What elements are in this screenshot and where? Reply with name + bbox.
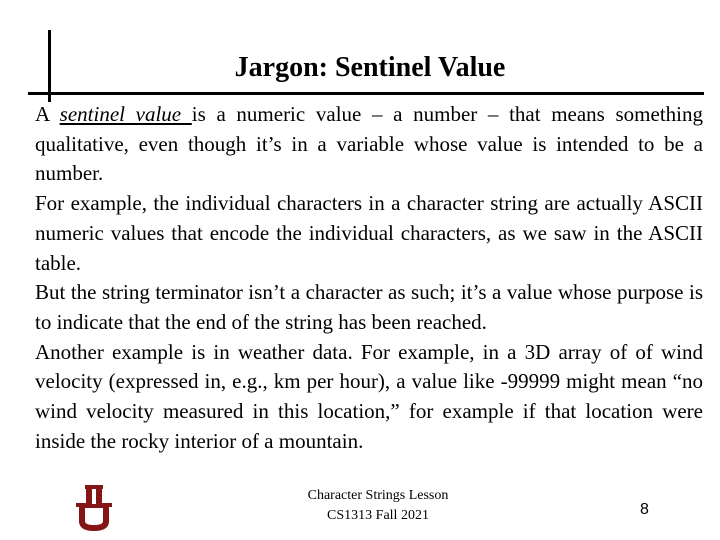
title-horizontal-rule <box>28 92 704 95</box>
paragraph-example-ascii: For example, the individual characters in a character string are actually ASCII numeric values that encode the individual characters, as we saw in the ASCII table. <box>35 191 703 275</box>
definition-suffix: is a numeric value – a number – that means something qualitative, even though it’s in a variable whose value is intended to be a number. <box>35 102 704 186</box>
definition-prefix: A <box>35 102 60 126</box>
ou-logo-icon <box>76 485 112 531</box>
slide-body <box>35 100 703 456</box>
footer-course: CS1313 Fall 2021 <box>327 508 429 523</box>
paragraph-weather-example: Another example is in weather data. For example, in a 3D array of of wind velocity (expressed in, e.g., km per hour), a value like -99999 might mean “no wind velocity measured in this location,” for example if that location were inside the rocky interior of a mountain. <box>35 339 703 453</box>
footer <box>268 486 488 526</box>
slide-title: Jargon: Sentinel Value <box>234 52 506 83</box>
paragraph-definition <box>35 100 703 189</box>
page-number: 8 <box>640 501 649 518</box>
paragraph-string-terminator: But the string terminator isn’t a character as such; it’s a value whose purpose is to indicate that the end of the string has been reached. <box>35 280 703 334</box>
sentinel-value-term: sentinel value <box>59 102 192 126</box>
footer-lesson-title: Character Strings Lesson <box>307 488 449 503</box>
